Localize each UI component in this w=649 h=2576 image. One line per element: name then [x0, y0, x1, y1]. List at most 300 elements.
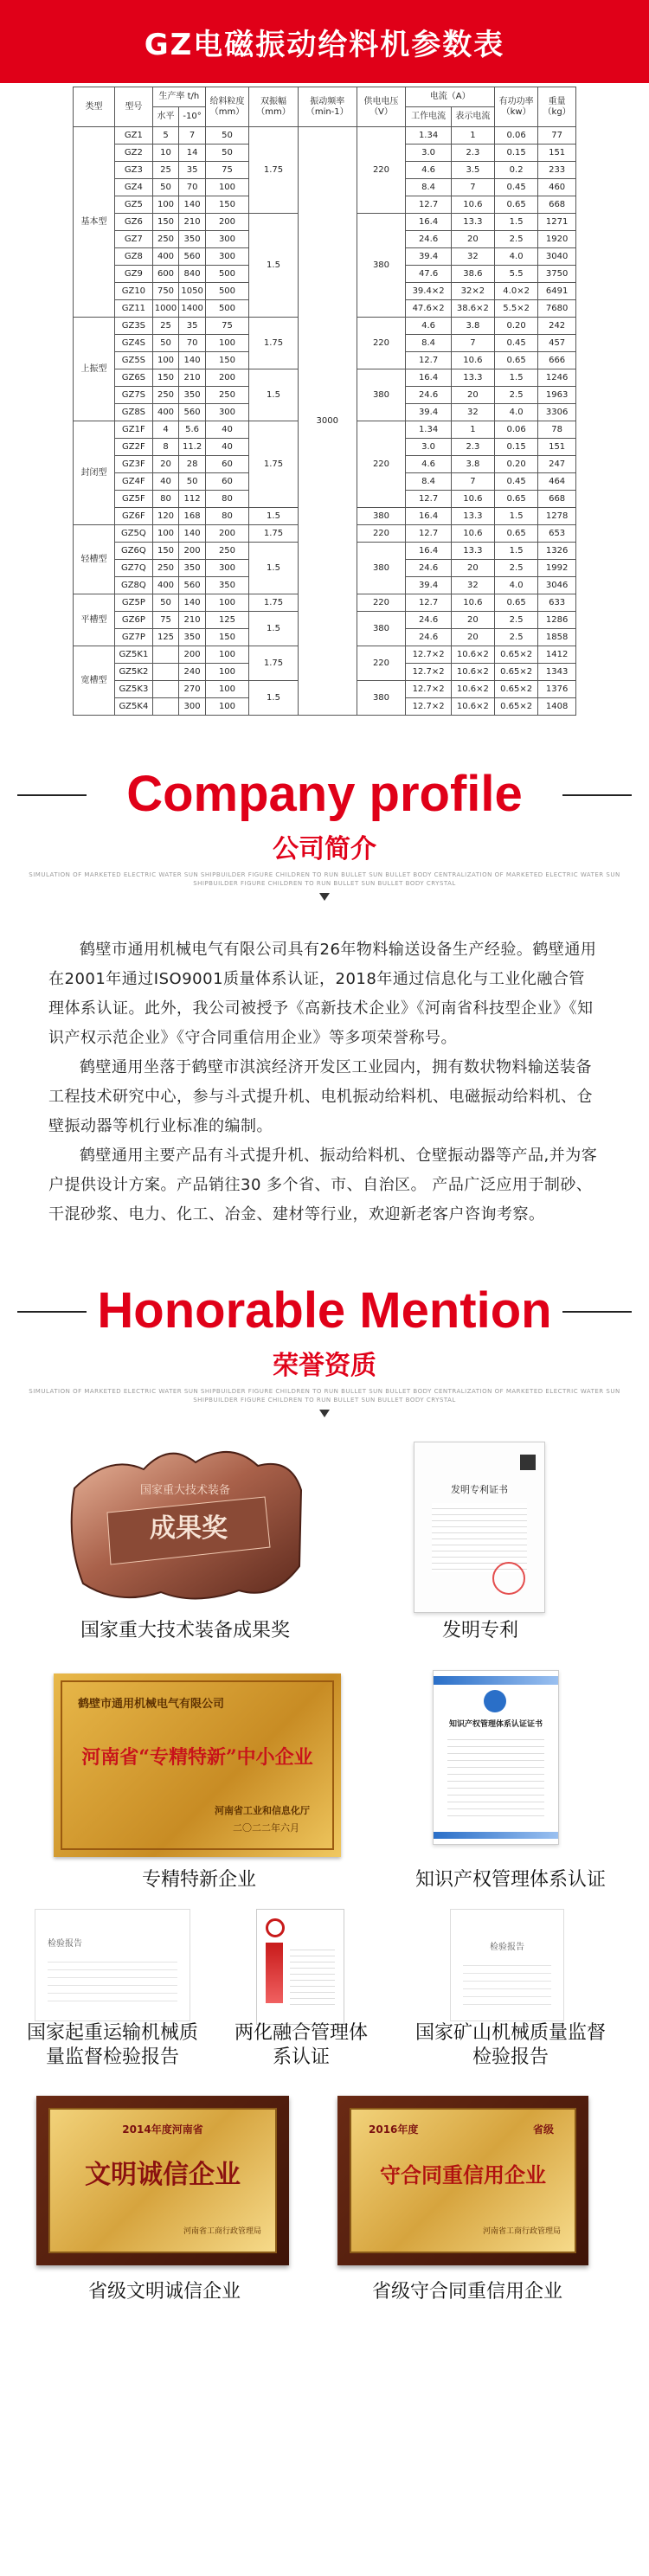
particle-cell: 350	[205, 577, 248, 594]
capacity-tilt-cell: 70	[179, 179, 206, 196]
meter-current-cell: 32×2	[451, 283, 494, 300]
amplitude-cell: 1.5	[249, 214, 299, 318]
weight-cell: 1376	[538, 681, 576, 698]
capacity-tilt-cell: 200	[179, 646, 206, 664]
spec-table	[73, 87, 576, 716]
red-seal-icon	[492, 1562, 525, 1595]
voltage-cell: 380	[357, 681, 406, 716]
amplitude-cell: 1.5	[249, 612, 299, 646]
meter-current-cell: 7	[451, 179, 494, 196]
capacity-tilt-cell: 560	[179, 248, 206, 266]
capacity-tilt-cell: 350	[179, 629, 206, 646]
meter-current-cell: 20	[451, 612, 494, 629]
capacity-level-cell: 10	[152, 145, 179, 162]
work-current-cell: 1.34	[406, 421, 451, 439]
meter-current-cell: 13.3	[451, 214, 494, 231]
capacity-level-cell: 80	[152, 491, 179, 508]
weight-cell: 247	[538, 456, 576, 473]
down-triangle-icon	[319, 893, 330, 901]
meter-current-cell: 13.3	[451, 543, 494, 560]
model-cell: GZ8	[115, 248, 153, 266]
amplitude-cell: 1.75	[249, 127, 299, 214]
integration-certificate-image	[256, 1909, 344, 2025]
award-plaque-image	[57, 1436, 313, 1609]
meter-current-cell: 20	[451, 387, 494, 404]
meter-current-cell: 20	[451, 629, 494, 646]
meter-current-cell: 1	[451, 127, 494, 145]
weight-cell: 1992	[538, 560, 576, 577]
capacity-tilt-cell: 11.2	[179, 439, 206, 456]
model-cell: GZ7P	[115, 629, 153, 646]
weight-cell: 6491	[538, 283, 576, 300]
capacity-tilt-cell: 350	[179, 387, 206, 404]
amplitude-cell: 1.5	[249, 543, 299, 594]
power-cell: 0.65×2	[495, 698, 538, 716]
header-model: 型号	[115, 87, 153, 127]
capacity-tilt-cell: 140	[179, 352, 206, 369]
header-weight: 重量（kg）	[538, 87, 576, 127]
meter-current-cell: 38.6×2	[451, 300, 494, 318]
profile-paragraph: 鹤壁市通用机械电气有限公司具有26年物料输送设备生产经验。鹤壁通用在2001年通过ISO9001质量体系认证，2018年通过信息化与工业化融合管理体系认证。此外，我公司被授予《高新技术企业》《河南省科技型企业》《知识产权示范企业》《守合同重信用企业》等多项荣誉称号。	[48, 941, 597, 1047]
capacity-tilt-cell: 210	[179, 369, 206, 387]
ip-text-lines	[447, 1733, 544, 1820]
model-cell: GZ6P	[115, 612, 153, 629]
meter-current-cell: 13.3	[451, 369, 494, 387]
meter-current-cell: 32	[451, 404, 494, 421]
amplitude-cell: 1.75	[249, 318, 299, 369]
frequency-cell: 3000	[298, 127, 357, 716]
work-current-cell: 4.6	[406, 162, 451, 179]
capacity-level-cell: 150	[152, 543, 179, 560]
work-current-cell: 24.6	[406, 629, 451, 646]
capacity-level-cell	[152, 664, 179, 681]
capacity-level-cell: 150	[152, 214, 179, 231]
power-cell: 0.20	[495, 456, 538, 473]
work-current-cell: 3.0	[406, 145, 451, 162]
lifting-report-image	[35, 1909, 190, 2021]
shtx-plaque-image	[337, 2096, 588, 2265]
weight-cell: 1412	[538, 646, 576, 664]
work-current-cell: 47.6×2	[406, 300, 451, 318]
down-triangle-icon	[319, 1410, 330, 1417]
meter-current-cell: 38.6	[451, 266, 494, 283]
work-current-cell: 24.6	[406, 387, 451, 404]
meter-current-cell: 32	[451, 577, 494, 594]
work-current-cell: 12.7×2	[406, 664, 451, 681]
power-cell: 0.06	[495, 421, 538, 439]
amplitude-cell: 1.5	[249, 369, 299, 421]
header-work-current: 工作电流	[406, 107, 451, 127]
capacity-level-cell: 125	[152, 629, 179, 646]
weight-cell: 77	[538, 127, 576, 145]
power-cell: 2.5	[495, 612, 538, 629]
header-power: 有功功率（kw）	[495, 87, 538, 127]
work-current-cell: 8.4	[406, 473, 451, 491]
capacity-tilt-cell: 70	[179, 335, 206, 352]
model-cell: GZ4	[115, 179, 153, 196]
power-cell: 0.06	[495, 127, 538, 145]
weight-cell: 633	[538, 594, 576, 612]
spec-table-wrapper	[73, 87, 576, 716]
weight-cell: 1963	[538, 387, 576, 404]
header-tilt: -10°	[179, 107, 206, 127]
weight-cell: 666	[538, 352, 576, 369]
capacity-level-cell: 20	[152, 456, 179, 473]
meter-current-cell: 10.6	[451, 196, 494, 214]
capacity-tilt-cell: 28	[179, 456, 206, 473]
table-row	[74, 127, 576, 145]
type-cell: 封闭型	[74, 421, 115, 525]
banner-title: GZ电磁振动给料机参数表	[144, 27, 505, 62]
capacity-level-cell: 100	[152, 525, 179, 543]
meter-current-cell: 7	[451, 473, 494, 491]
power-cell: 2.5	[495, 387, 538, 404]
model-cell: GZ11	[115, 300, 153, 318]
model-cell: GZ3	[115, 162, 153, 179]
model-cell: GZ5	[115, 196, 153, 214]
model-cell: GZ4S	[115, 335, 153, 352]
power-cell: 5.5×2	[495, 300, 538, 318]
capacity-level-cell: 120	[152, 508, 179, 525]
particle-cell: 250	[205, 387, 248, 404]
capacity-tilt-cell: 560	[179, 577, 206, 594]
capacity-level-cell: 400	[152, 577, 179, 594]
company-title-en: Company profile	[126, 766, 523, 822]
meter-current-cell: 7	[451, 335, 494, 352]
capacity-tilt-cell: 140	[179, 594, 206, 612]
capacity-tilt-cell: 140	[179, 196, 206, 214]
header-meter-current: 表示电流	[451, 107, 494, 127]
capacity-level-cell: 25	[152, 162, 179, 179]
particle-cell: 150	[205, 629, 248, 646]
work-current-cell: 39.4	[406, 577, 451, 594]
shtx-level: 省级	[532, 2123, 554, 2136]
model-cell: GZ5K3	[115, 681, 153, 698]
weight-cell: 3040	[538, 248, 576, 266]
weight-cell: 457	[538, 335, 576, 352]
meter-current-cell: 10.6	[451, 594, 494, 612]
model-cell: GZ6S	[115, 369, 153, 387]
work-current-cell: 24.6	[406, 231, 451, 248]
caption-lifting-report: 国家起重运输机械质量监督检验报告	[26, 2022, 198, 2068]
wmcx-title: 文明诚信企业	[85, 2160, 241, 2190]
model-cell: GZ5K2	[115, 664, 153, 681]
capacity-level-cell	[152, 698, 179, 716]
capacity-tilt-cell: 35	[179, 162, 206, 179]
work-current-cell: 16.4	[406, 508, 451, 525]
type-cell: 轻槽型	[74, 525, 115, 594]
particle-cell: 100	[205, 698, 248, 716]
capacity-tilt-cell: 168	[179, 508, 206, 525]
capacity-level-cell: 100	[152, 352, 179, 369]
power-cell: 1.5	[495, 543, 538, 560]
profile-paragraph: 鹤壁通用主要产品有斗式提升机、振动给料机、仓壁振动器等产品,并为客户提供设计方案。产品销往30 多个省、市、自治区。 产品广泛应用于制砂、干混砂浆、电力、化工、冶金、建材等行业，欢迎新老客户咨询考察。	[48, 1147, 598, 1224]
model-cell: GZ6Q	[115, 543, 153, 560]
model-cell: GZ2F	[115, 439, 153, 456]
weight-cell: 233	[538, 162, 576, 179]
particle-cell: 80	[205, 491, 248, 508]
voltage-cell: 380	[357, 612, 406, 646]
integration-text-lines	[290, 1944, 335, 2005]
voltage-cell: 220	[357, 646, 406, 681]
weight-cell: 1343	[538, 664, 576, 681]
heading-rule-right	[562, 794, 632, 796]
weight-cell: 1408	[538, 698, 576, 716]
power-cell: 0.2	[495, 162, 538, 179]
caption-wmcx: 省级文明诚信企业	[87, 2281, 241, 2303]
capacity-tilt-cell: 35	[179, 318, 206, 335]
caption-patent: 发明专利	[441, 1620, 518, 1641]
particle-cell: 75	[205, 162, 248, 179]
type-cell: 宽槽型	[74, 646, 115, 716]
type-cell: 上振型	[74, 318, 115, 421]
particle-cell: 150	[205, 196, 248, 214]
capacity-level-cell: 4	[152, 421, 179, 439]
work-current-cell: 12.7	[406, 525, 451, 543]
capacity-tilt-cell: 200	[179, 543, 206, 560]
meter-current-cell: 1	[451, 421, 494, 439]
capacity-level-cell: 75	[152, 612, 179, 629]
work-current-cell: 8.4	[406, 179, 451, 196]
work-current-cell: 12.7×2	[406, 646, 451, 664]
capacity-tilt-cell: 1400	[179, 300, 206, 318]
capacity-level-cell: 8	[152, 439, 179, 456]
capacity-tilt-cell: 14	[179, 145, 206, 162]
model-cell: GZ5P	[115, 594, 153, 612]
capacity-level-cell: 50	[152, 335, 179, 352]
wmcx-plaque-image	[36, 2096, 289, 2265]
honor-section-heading	[0, 1280, 649, 1342]
power-cell: 2.5	[495, 629, 538, 646]
particle-cell: 40	[205, 421, 248, 439]
particle-cell: 60	[205, 473, 248, 491]
particle-cell: 200	[205, 214, 248, 231]
meter-current-cell: 13.3	[451, 508, 494, 525]
shtx-issuer: 河南省工商行政管理局	[482, 2227, 561, 2236]
profile-paragraph: 鹤壁通用坐落于鹤壁市淇滨经济开发区工业园内，拥有数状物料输送装备工程技术研究中心，参与斗式提升机、电机振动给料机、电磁振动给料机、仓壁振动器等机行业标准的编制。	[48, 1058, 593, 1135]
particle-cell: 100	[205, 681, 248, 698]
power-cell: 2.5	[495, 231, 538, 248]
power-cell: 4.0×2	[495, 283, 538, 300]
meter-current-cell: 10.6	[451, 491, 494, 508]
header-particle: 给料粒度（mm）	[205, 87, 248, 127]
capacity-tilt-cell: 270	[179, 681, 206, 698]
power-cell: 1.5	[495, 508, 538, 525]
capacity-level-cell	[152, 646, 179, 664]
amplitude-cell: 1.75	[249, 594, 299, 612]
particle-cell: 200	[205, 369, 248, 387]
meter-current-cell: 10.6×2	[451, 646, 494, 664]
voltage-cell: 380	[357, 543, 406, 594]
weight-cell: 1278	[538, 508, 576, 525]
type-cell: 平槽型	[74, 594, 115, 646]
company-tiny-text: SIMULATION OF MARKETED ELECTRIC WATER SUN SHIPBUILDER FIGURE CHILDREN TO RUN BULLET SUN BULLET BODY CENTRALIZATION OF MARKETED ELECTRIC WATER SUN SHIPBUILDER FIGURE CHILDREN TO RUN BULLET SUN BULLET BODY CRYSTAL	[29, 871, 620, 887]
capacity-level-cell: 400	[152, 404, 179, 421]
particle-cell: 300	[205, 248, 248, 266]
capacity-tilt-cell: 240	[179, 664, 206, 681]
particle-cell: 100	[205, 179, 248, 196]
company-title-cn: 公司简介	[273, 834, 376, 864]
capacity-level-cell: 40	[152, 473, 179, 491]
work-current-cell: 12.7	[406, 196, 451, 214]
model-cell: GZ3F	[115, 456, 153, 473]
power-cell: 0.15	[495, 439, 538, 456]
ip-cert-title: 知识产权管理体系认证证书	[448, 1720, 543, 1729]
report-text-lines	[48, 1955, 177, 2007]
wmcx-issuer: 河南省工商行政管理局	[183, 2227, 261, 2236]
amplitude-cell: 1.75	[249, 525, 299, 543]
capacity-tilt-cell: 140	[179, 525, 206, 543]
weight-cell: 1920	[538, 231, 576, 248]
weight-cell: 464	[538, 473, 576, 491]
zjtx-title: 河南省“专精特新”中小企业	[81, 1746, 313, 1769]
power-cell: 0.65×2	[495, 646, 538, 664]
model-cell: GZ4F	[115, 473, 153, 491]
header-frequency: 振动频率（min-1）	[298, 87, 357, 127]
meter-current-cell: 32	[451, 248, 494, 266]
power-cell: 0.45	[495, 179, 538, 196]
amplitude-cell: 1.5	[249, 508, 299, 525]
weight-cell: 3306	[538, 404, 576, 421]
zjtx-plaque-image	[54, 1673, 341, 1857]
spec-table-body	[74, 127, 576, 716]
capacity-tilt-cell: 7	[179, 127, 206, 145]
power-cell: 0.65	[495, 196, 538, 214]
caption-ip: 知识产权管理体系认证	[414, 1869, 606, 1891]
power-cell: 0.45	[495, 473, 538, 491]
power-cell: 0.20	[495, 318, 538, 335]
header-current: 电流（A）	[406, 87, 495, 107]
particle-cell: 200	[205, 525, 248, 543]
particle-cell: 150	[205, 352, 248, 369]
meter-current-cell: 3.8	[451, 318, 494, 335]
capacity-level-cell: 100	[152, 196, 179, 214]
patent-certificate-image	[414, 1442, 545, 1613]
weight-cell: 1271	[538, 214, 576, 231]
particle-cell: 40	[205, 439, 248, 456]
power-cell: 0.65	[495, 491, 538, 508]
model-cell: GZ7	[115, 231, 153, 248]
capacity-level-cell: 25	[152, 318, 179, 335]
particle-cell: 300	[205, 404, 248, 421]
power-cell: 0.65	[495, 525, 538, 543]
honor-title-cn: 荣誉资质	[273, 1351, 376, 1381]
qr-code-icon	[520, 1455, 536, 1470]
power-cell: 1.5	[495, 214, 538, 231]
particle-cell: 50	[205, 127, 248, 145]
zjtx-company: 鹤壁市通用机械电气有限公司	[78, 1698, 225, 1711]
banner	[0, 0, 649, 83]
capacity-level-cell	[152, 681, 179, 698]
power-cell: 0.65×2	[495, 681, 538, 698]
work-current-cell: 39.4	[406, 248, 451, 266]
power-cell: 0.45	[495, 335, 538, 352]
model-cell: GZ1F	[115, 421, 153, 439]
meter-current-cell: 10.6	[451, 352, 494, 369]
patent-cert-title: 发明专利证书	[451, 1484, 508, 1495]
meter-current-cell: 10.6	[451, 525, 494, 543]
header-level: 水平	[152, 107, 179, 127]
shtx-title: 守合同重信用企业	[380, 2162, 546, 2187]
caption-shtx: 省级守合同重信用企业	[371, 2281, 562, 2303]
model-cell: GZ1	[115, 127, 153, 145]
capacity-tilt-cell: 350	[179, 231, 206, 248]
capacity-tilt-cell: 1050	[179, 283, 206, 300]
weight-cell: 7680	[538, 300, 576, 318]
work-current-cell: 8.4	[406, 335, 451, 352]
meter-current-cell: 3.8	[451, 456, 494, 473]
type-cell: 基本型	[74, 127, 115, 318]
power-cell: 0.65	[495, 594, 538, 612]
voltage-cell: 380	[357, 369, 406, 421]
weight-cell: 242	[538, 318, 576, 335]
model-cell: GZ7Q	[115, 560, 153, 577]
capacity-tilt-cell: 112	[179, 491, 206, 508]
capacity-level-cell: 150	[152, 369, 179, 387]
weight-cell: 151	[538, 145, 576, 162]
particle-cell: 60	[205, 456, 248, 473]
power-cell: 5.5	[495, 266, 538, 283]
work-current-cell: 16.4	[406, 369, 451, 387]
header-type: 类型	[74, 87, 115, 127]
work-current-cell: 3.0	[406, 439, 451, 456]
meter-current-cell: 2.3	[451, 439, 494, 456]
report-text-lines	[463, 1958, 551, 2007]
weight-cell: 151	[538, 439, 576, 456]
power-cell: 0.65×2	[495, 664, 538, 681]
model-cell: GZ6F	[115, 508, 153, 525]
plaque-big-text: 成果奖	[150, 1513, 228, 1544]
model-cell: GZ10	[115, 283, 153, 300]
work-current-cell: 24.6	[406, 612, 451, 629]
weight-cell: 1246	[538, 369, 576, 387]
report-title: 检验报告	[490, 1943, 524, 1952]
weight-cell: 1326	[538, 543, 576, 560]
caption-integration: 两化融合管理体系认证	[234, 2022, 368, 2068]
work-current-cell: 4.6	[406, 318, 451, 335]
honor-tiny-text: SIMULATION OF MARKETED ELECTRIC WATER SUN SHIPBUILDER FIGURE CHILDREN TO RUN BULLET SUN BULLET BODY CENTRALIZATION OF MARKETED ELECTRIC WATER SUN SHIPBUILDER FIGURE CHILDREN TO RUN BULLET SUN BULLET BODY CRYSTAL	[29, 1388, 620, 1404]
heading-rule-right	[562, 1311, 632, 1313]
work-current-cell: 47.6	[406, 266, 451, 283]
honors-gallery	[0, 1417, 649, 2477]
capacity-level-cell: 1000	[152, 300, 179, 318]
particle-cell: 80	[205, 508, 248, 525]
capacity-level-cell: 600	[152, 266, 179, 283]
voltage-cell: 220	[357, 318, 406, 369]
capacity-level-cell: 50	[152, 179, 179, 196]
particle-cell: 500	[205, 300, 248, 318]
capacity-level-cell: 250	[152, 387, 179, 404]
caption-national-award: 国家重大技术装备成果奖	[80, 1620, 290, 1641]
capacity-level-cell: 250	[152, 231, 179, 248]
amplitude-cell: 1.5	[249, 681, 299, 716]
work-current-cell: 12.7×2	[406, 698, 451, 716]
voltage-cell: 220	[357, 594, 406, 612]
work-current-cell: 1.34	[406, 127, 451, 145]
capacity-tilt-cell: 210	[179, 612, 206, 629]
capacity-tilt-cell: 350	[179, 560, 206, 577]
capacity-level-cell: 50	[152, 594, 179, 612]
voltage-cell: 220	[357, 421, 406, 508]
wmcx-year: 2014年度河南省	[122, 2123, 203, 2136]
capacity-tilt-cell: 5.6	[179, 421, 206, 439]
weight-cell: 3750	[538, 266, 576, 283]
model-cell: GZ8Q	[115, 577, 153, 594]
capacity-tilt-cell: 50	[179, 473, 206, 491]
work-current-cell: 12.7×2	[406, 681, 451, 698]
meter-current-cell: 10.6×2	[451, 664, 494, 681]
meter-current-cell: 20	[451, 231, 494, 248]
